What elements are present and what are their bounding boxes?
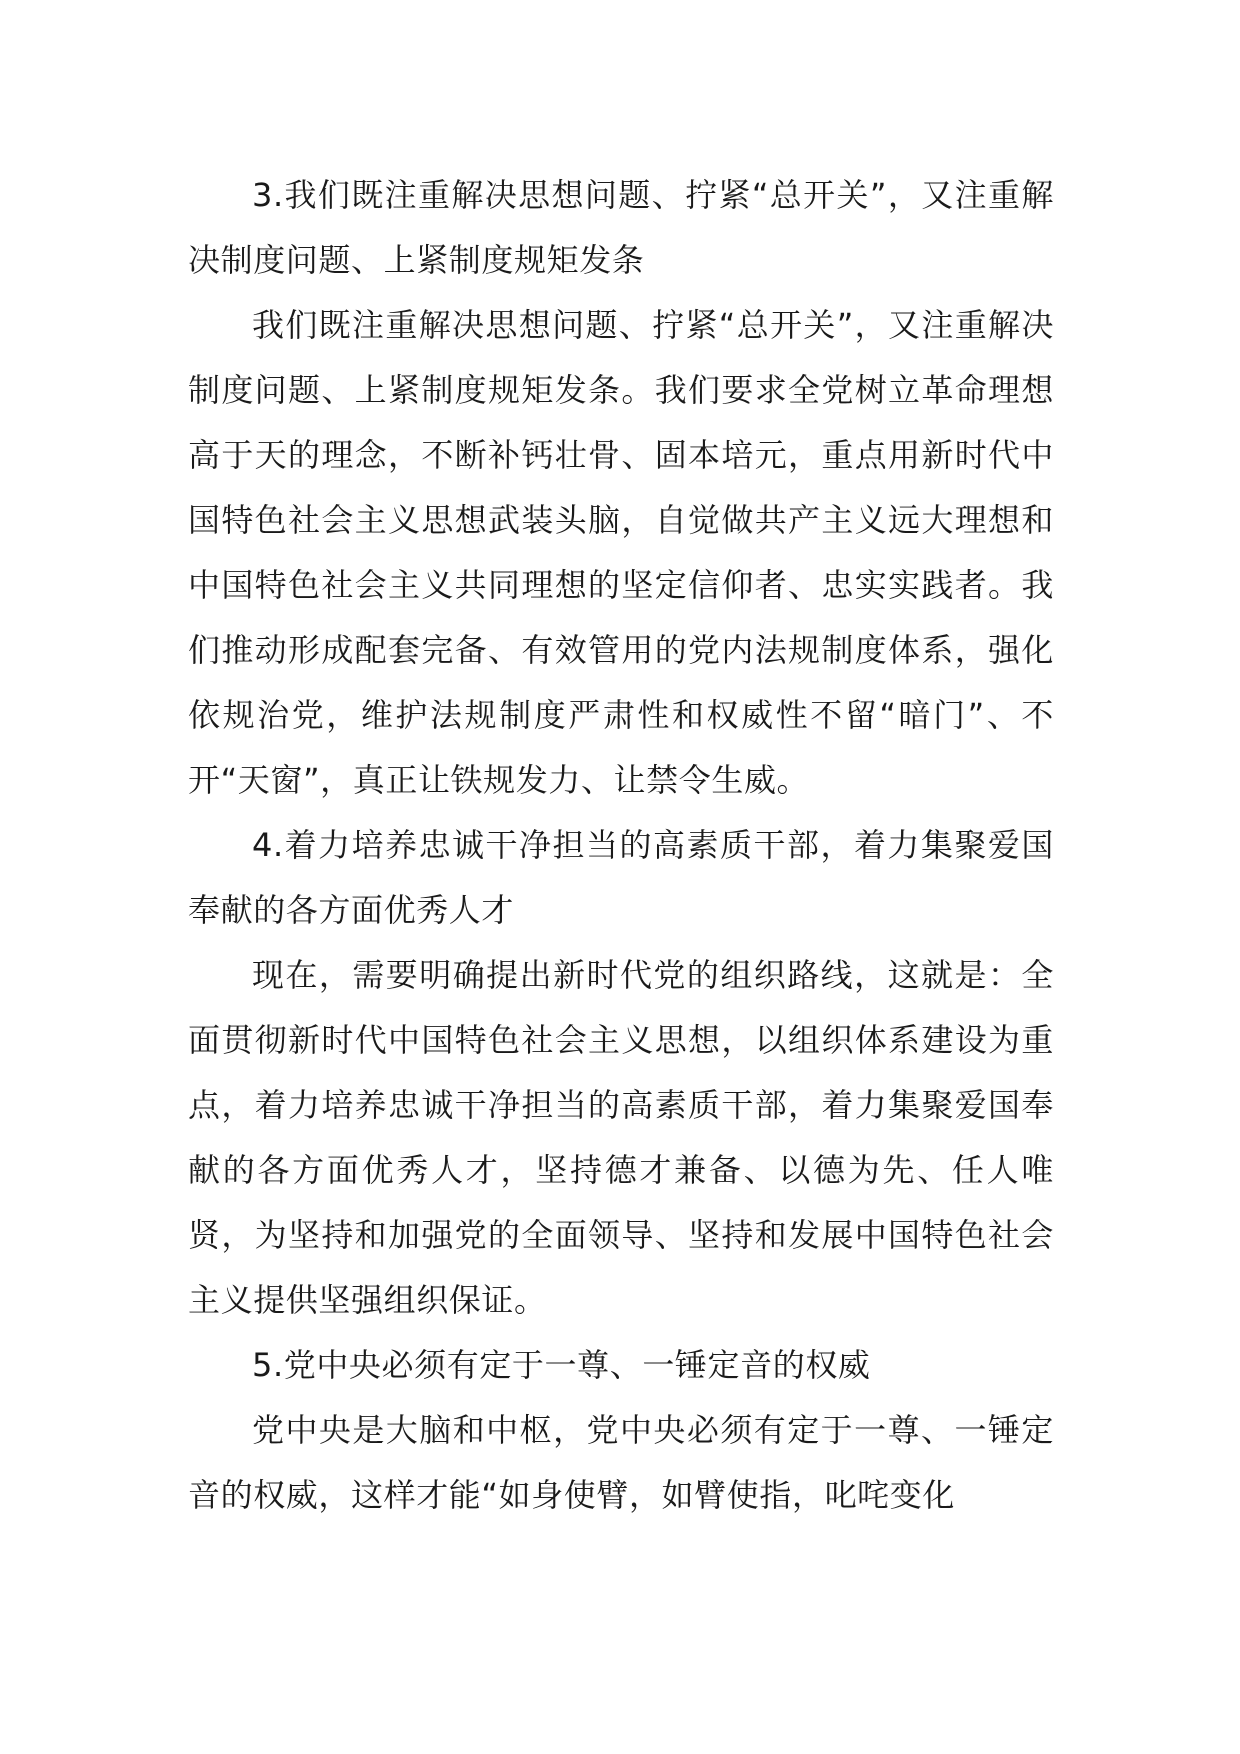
section-heading-4: 4.着力培养忠诚干净担当的高素质干部，着力集聚爱国奉献的各方面优秀人才 bbox=[188, 826, 1054, 929]
body-paragraph: 党中央是大脑和中枢，党中央必须有定于一尊、一锤定音的权威，这样才能“如身使臂，如臂使指，叱咤变化 bbox=[188, 1411, 1054, 1514]
body-paragraph: 现在，需要明确提出新时代党的组织路线，这就是：全面贯彻新时代中国特色社会主义思想，以组织体系建设为重点，着力培养忠诚干净担当的高素质干部，着力集聚爱国奉献的各方面优秀人才，坚持德才兼备、以德为先、任人唯贤，为坚持和加强党的全面领导、坚持和发展中国特色社会主义提供坚强组织保证。 bbox=[188, 956, 1054, 1319]
section-heading-5: 5.党中央必须有定于一尊、一锤定音的权威 bbox=[252, 1346, 871, 1384]
document-body bbox=[188, 163, 1054, 1528]
section-heading-3: 3.我们既注重解决思想问题、拧紧“总开关”，又注重解决制度问题、上紧制度规矩发条 bbox=[188, 176, 1054, 279]
body-paragraph: 我们既注重解决思想问题、拧紧“总开关”，又注重解决制度问题、上紧制度规矩发条。我们要求全党树立革命理想高于天的理念，不断补钙壮骨、固本培元，重点用新时代中国特色社会主义思想武装头脑，自觉做共产主义远大理想和中国特色社会主义共同理想的坚定信仰者、忠实实践者。我们推动形成配套完备、有效管用的党内法规制度体系，强化依规治党，维护法规制度严肃性和权威性不留“暗门”、不开“天窗”，真正让铁规发力、让禁令生威。 bbox=[188, 306, 1054, 799]
